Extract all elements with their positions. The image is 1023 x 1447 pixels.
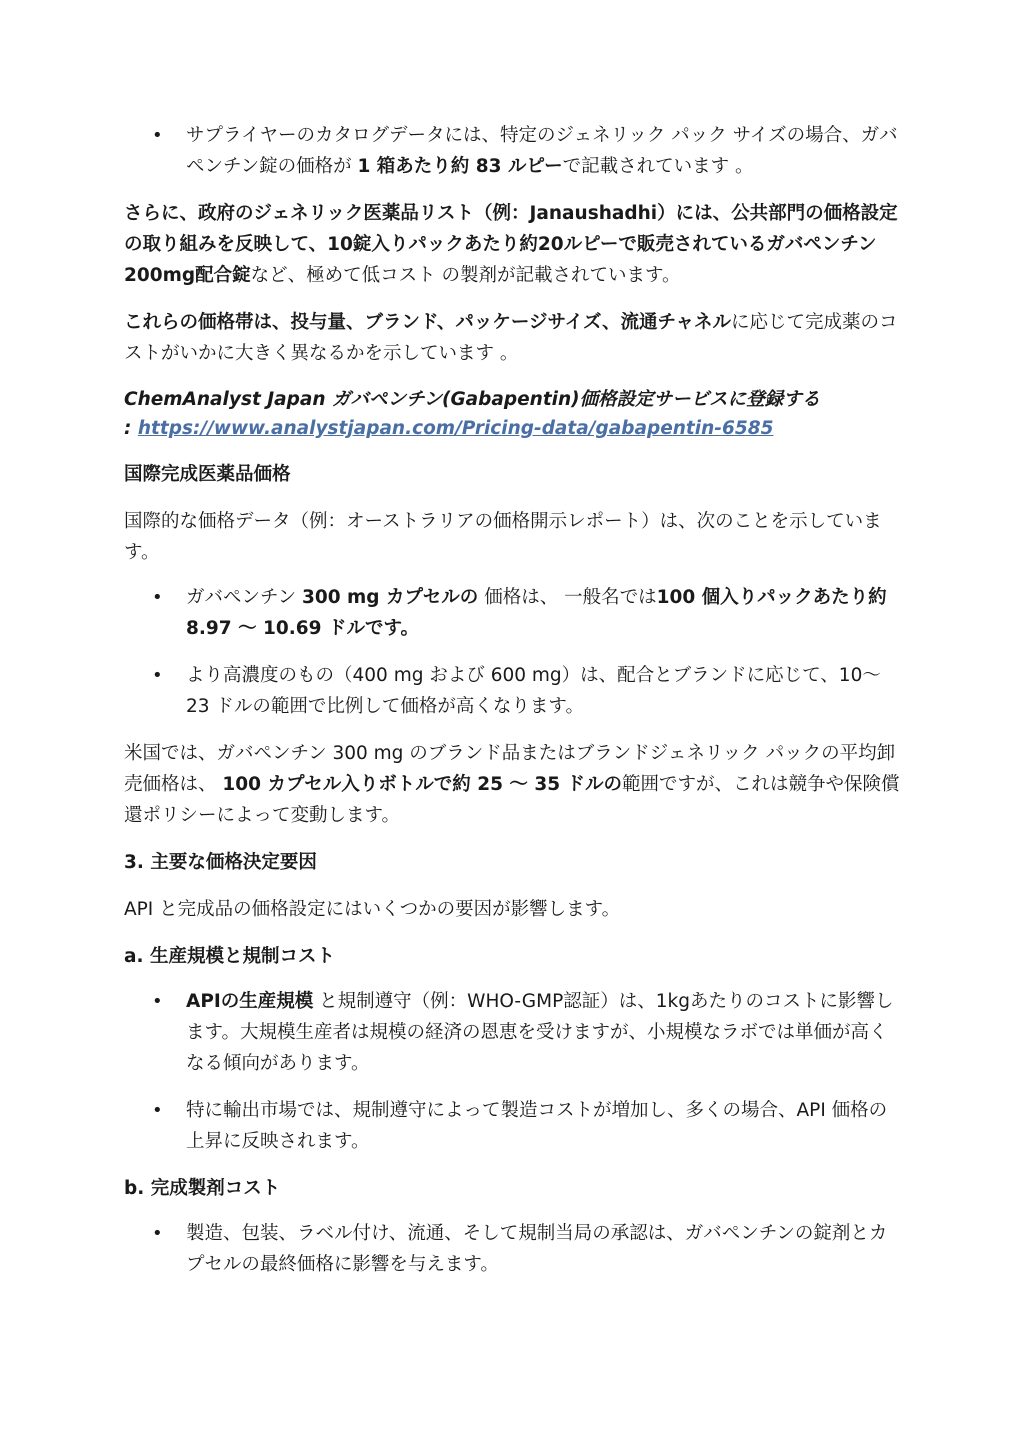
list-item: • APIの生産規模 と規制遵守（例：WHO-GMP認証）は、1kgあたりのコストに影響します。大規模生産者は規模の経済の恩恵を受けますが、小規模なラボでは単価が高くなる傾向があります。 — [124, 986, 903, 1079]
bullet-marker: • — [152, 587, 163, 608]
list-item: • 製造、包装、ラベル付け、流通、そして規制当局の承認は、ガバペンチンの錠剤とカプセルの最終価格に影響を与えます。 — [124, 1218, 903, 1280]
bullet-marker: • — [152, 991, 163, 1012]
bullet-list-supplier — [124, 120, 903, 182]
heading-finished-formulation: b. 完成製剤コスト — [124, 1178, 281, 1199]
bullet-list-production — [124, 986, 903, 1157]
paragraph-international: 国際的な価格データ（例：オーストラリアの価格開示レポート）は、次のことを示しています。 — [124, 511, 882, 563]
bullet-list-international — [124, 582, 903, 722]
heading-price-factors: 3. 主要な価格決定要因 — [124, 852, 317, 873]
promo-title: ChemAnalyst Japan ガバペンチン(Gabapentin)価格設定サービスに登録する — [124, 389, 821, 410]
bullet-marker: • — [152, 1100, 163, 1121]
paragraph-govt-generics: さらに、政府のジェネリック医薬品リスト（例：Janaushadhi）には、公共部門の価格設定の取り組みを反映して、10錠入りパックあたり約20ルピーで販売されているガバペンチン200mg配合錠など、極めて低コスト の製剤が記載されています。 — [124, 203, 898, 286]
list-item: • 特に輸出市場では、規制遵守によって製造コストが増加し、多くの場合、API 価格の上昇に反映されます。 — [124, 1095, 903, 1157]
heading-international-prices: 国際完成医薬品価格 — [124, 464, 291, 485]
list-item: • ガバペンチン 300 mg カプセルの 価格は、 一般名では100 個入りパックあたり約 8.97 〜 10.69 ドルです。 — [124, 582, 903, 644]
bullet-marker: • — [152, 125, 163, 146]
heading-production-scale: a. 生産規模と規制コスト — [124, 946, 335, 967]
pricing-link[interactable]: https://www.analystjapan.com/Pricing-data/gabapentin-6585 — [137, 418, 774, 439]
paragraph-factors-intro: API と完成品の価格設定にはいくつかの要因が影響します。 — [124, 899, 621, 920]
bullet-list-formulation — [124, 1218, 903, 1280]
paragraph-us-prices: 米国では、ガバペンチン 300 mg のブランド品またはブランドジェネリック パックの平均卸売価格は、 100 カプセル入りボトルで約 25 〜 35 ドルの範囲ですが、これは競争や保険償還ポリシーによって変動します。 — [124, 743, 900, 826]
promo-block: ChemAnalyst Japan ガバペンチン(Gabapentin)価格設定サービスに登録する : https://www.analystjapan.com/Pricing-data/gabapentin-6585 — [124, 389, 821, 439]
list-item: • より高濃度のもの（400 mg および 600 mg）は、配合とブランドに応じて、10〜23 ドルの範囲で比例して価格が高くなります。 — [124, 660, 903, 722]
paragraph-price-range: これらの価格帯は、投与量、ブランド、パッケージサイズ、流通チャネルに応じて完成薬のコストがいかに大きく異なるかを示しています 。 — [124, 312, 898, 364]
bullet-marker: • — [152, 1223, 163, 1244]
bullet-marker: • — [152, 665, 163, 686]
list-item: • サプライヤーのカタログデータには、特定のジェネリック パック サイズの場合、ガバペンチン錠の価格が 1 箱あたり約 83 ルピーで記載されています 。 — [124, 120, 903, 182]
